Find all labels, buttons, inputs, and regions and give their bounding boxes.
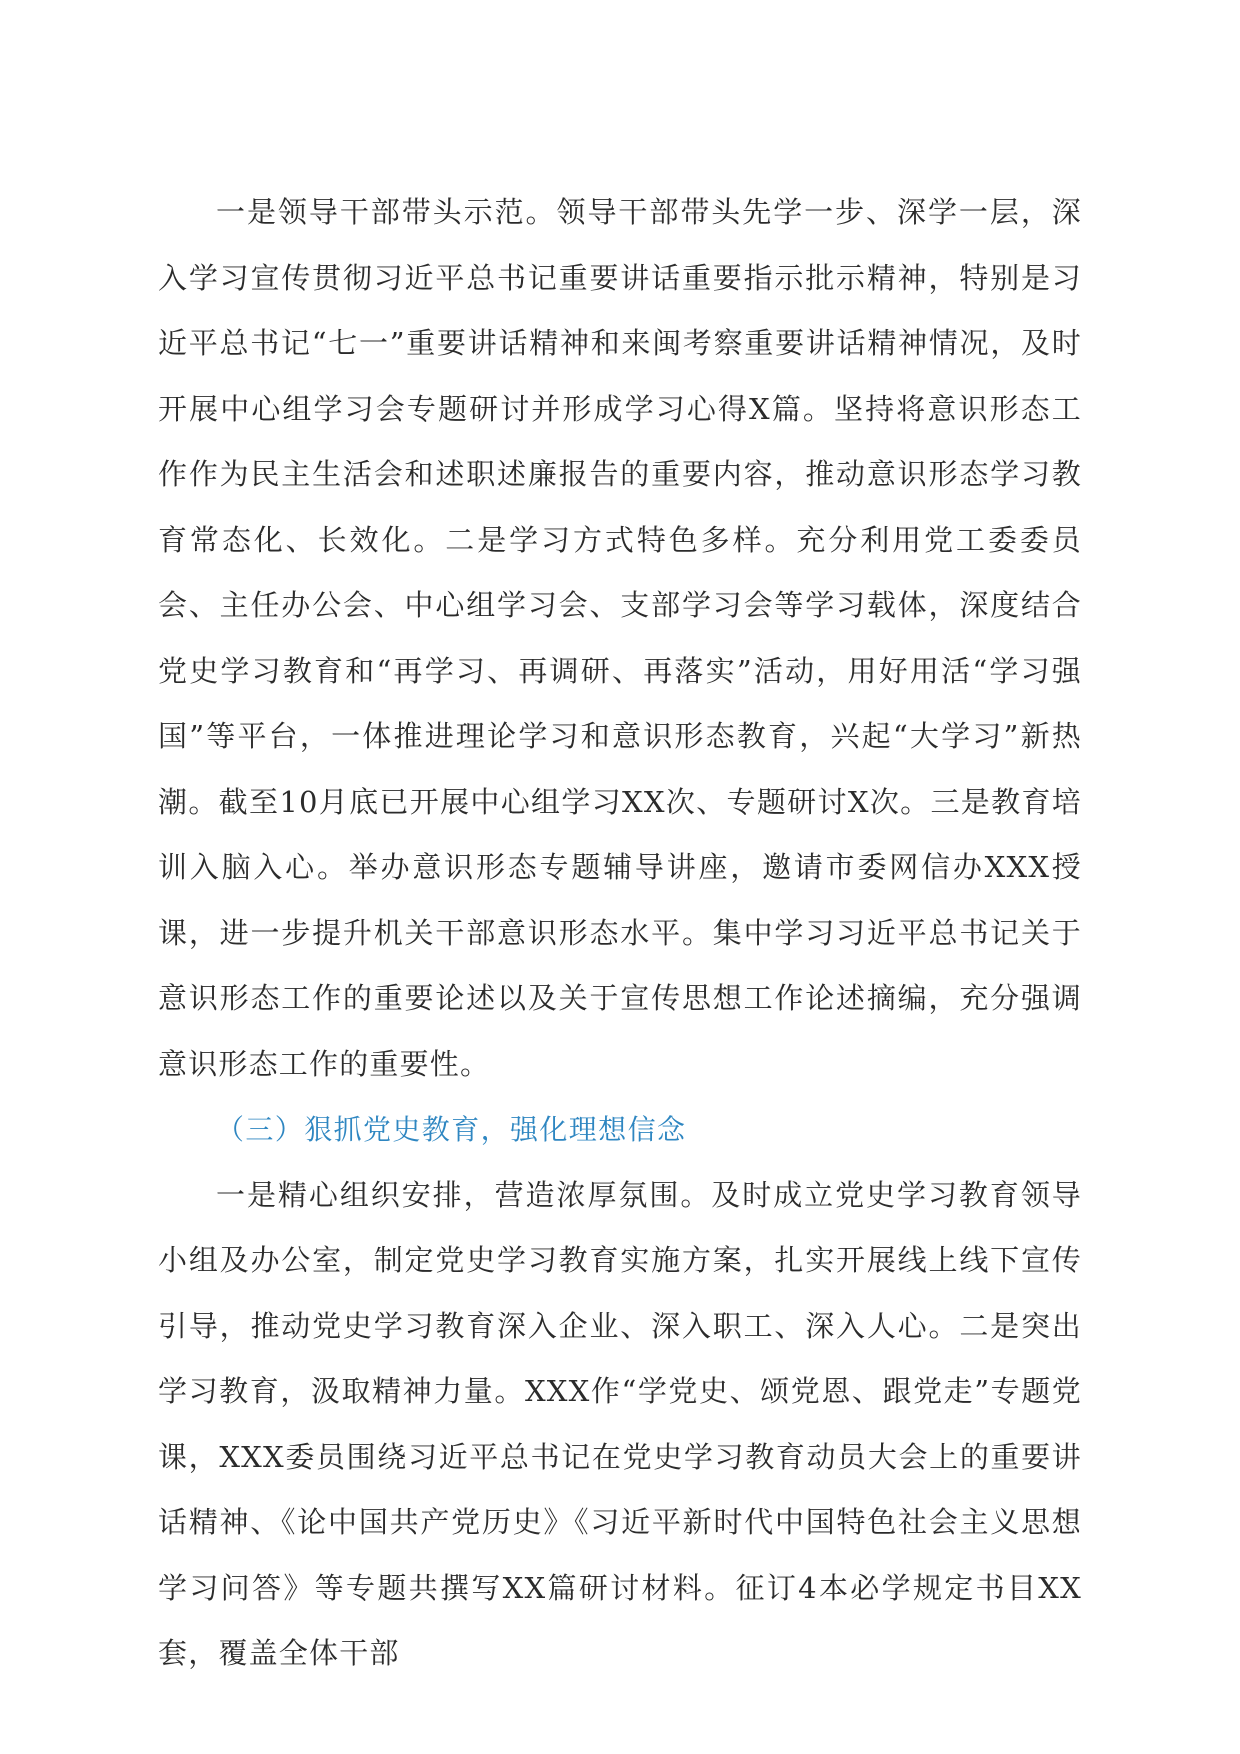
section-heading: （三）狠抓党史教育，强化理想信念 xyxy=(216,1113,687,1146)
body-paragraph: 一是精心组织安排，营造浓厚氛围。及时成立党史学习教育领导小组及办公室，制定党史学习教育实施方案，扎实开展线上线下宣传引导，推动党史学习教育深入企业、深入职工、深入人心。二是突出学习教育，汲取精神力量。XXX作“学党史、颂党恩、跟党走”专题党课，XXX委员围绕习近平总书记在党史学习教育动员大会上的重要讲话精神、《论中国共产党历史》《习近平新时代中国特色社会主义思想学习问答》等专题共撰写XX篇研讨材料。征订4本必学规定书目XX套，覆盖全体干部 xyxy=(158,1177,1082,1670)
body-paragraph: 一是领导干部带头示范。领导干部带头先学一步、深学一层，深入学习宣传贯彻习近平总书记重要讲话重要指示批示精神，特别是习近平总书记“七一”重要讲话精神和来闽考察重要讲话精神情况，及时开展中心组学习会专题研讨并形成学习心得X篇。坚持将意识形态工作作为民主生活会和述职述廉报告的重要内容，推动意识形态学习教育常态化、长效化。二是学习方式特色多样。充分利用党工委委员会、主任办公会、中心组学习会、支部学习会等学习载体，深度结合党史学习教育和“再学习、再调研、再落实”活动，用好用活“学习强国”等平台，一体推进理论学习和意识形态教育，兴起“大学习”新热潮。截至10月底已开展中心组学习XX次、专题研讨X次。三是教育培训入脑入心。举办意识形态专题辅导讲座，邀请市委网信办XXX授课，进一步提升机关干部意识形态水平。集中学习习近平总书记关于意识形态工作的重要论述以及关于宣传思想工作论述摘编，充分强调意识形态工作的重要性。 xyxy=(158,195,1082,1081)
document-body xyxy=(158,180,1082,1687)
